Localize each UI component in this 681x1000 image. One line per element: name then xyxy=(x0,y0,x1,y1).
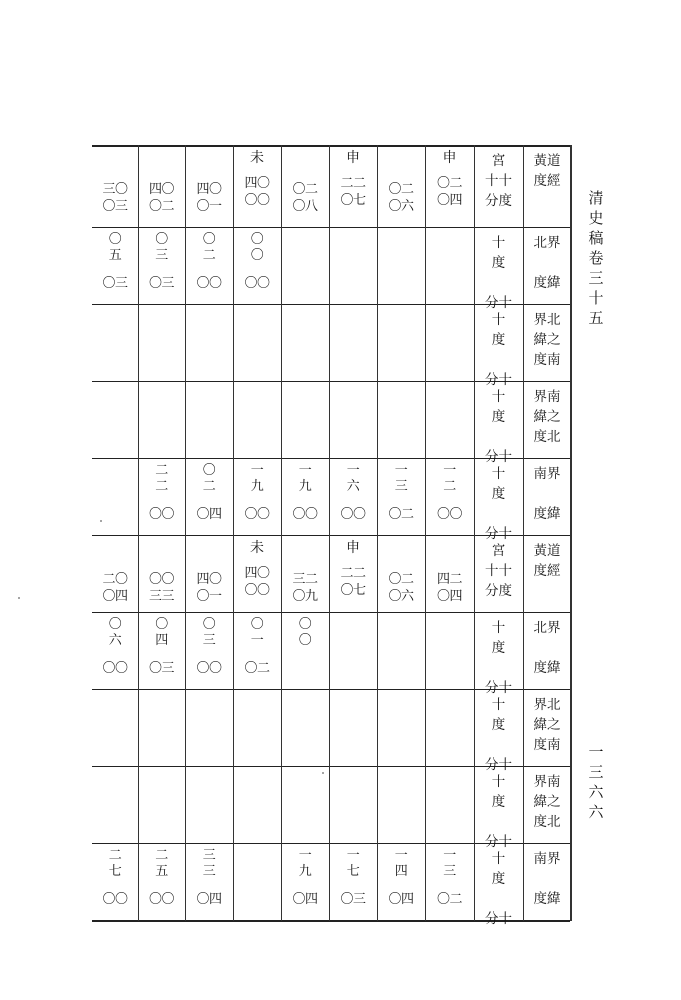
unit-cell xyxy=(474,689,523,773)
volume-title: 清史稿卷三十五 xyxy=(588,189,604,327)
unit-text: 十 度 分十 xyxy=(485,851,512,927)
cell-value: 二二 xyxy=(340,176,366,191)
cell-value: 〇七 xyxy=(340,193,366,208)
cell-value: 二二 xyxy=(340,566,366,581)
cell-value: 〇〇 xyxy=(292,507,318,522)
unit-text: 十 度 分十 xyxy=(485,697,512,773)
cell-value: 七 xyxy=(108,864,122,879)
cell-value: 四〇 xyxy=(244,176,270,191)
cell-value: 〇四 xyxy=(388,892,414,907)
row-label xyxy=(523,689,570,766)
unit-cell xyxy=(474,227,523,311)
cell-value: 二 xyxy=(202,248,216,263)
table-cell xyxy=(233,766,281,843)
cell-value: 〇二 xyxy=(148,199,174,214)
table-cell xyxy=(138,689,185,766)
table-cell xyxy=(377,766,425,843)
cell-value: 〇二 xyxy=(388,182,414,197)
cell-value: 四二 xyxy=(436,572,462,587)
cell-value: 四〇 xyxy=(148,182,174,197)
cell-value: 三 xyxy=(202,633,216,648)
cell-value: 〇四 xyxy=(292,892,318,907)
row-label-text: 北界 度緯 xyxy=(533,235,561,291)
table-cell xyxy=(233,304,281,381)
cell-value: 〇 xyxy=(202,232,216,247)
unit-text: 宮 十十 分度 xyxy=(485,153,512,209)
cell-value: 三三 xyxy=(148,589,174,604)
table-cell xyxy=(185,689,233,766)
row-label-text: 界北 緯之 度南 xyxy=(533,312,561,368)
table-cell xyxy=(329,381,377,458)
table-cell xyxy=(185,381,233,458)
cell-value: 〇九 xyxy=(292,589,318,604)
unit-text: 十 度 分十 xyxy=(485,620,512,696)
cell-value: 〇 xyxy=(155,617,168,632)
cell-value: 〇 xyxy=(250,232,264,247)
cell-value: 〇四 xyxy=(436,193,462,208)
cell-value: 九 xyxy=(250,479,264,494)
cell-value: 七 xyxy=(346,864,360,879)
unit-cell xyxy=(474,535,523,612)
table-cell xyxy=(92,535,138,612)
row-label-text: 黃道 度經 xyxy=(533,153,561,189)
table-cell xyxy=(281,145,329,227)
row-label xyxy=(523,843,570,920)
table-cell xyxy=(233,535,281,612)
table-cell xyxy=(185,766,233,843)
cell-value: 〇七 xyxy=(340,583,366,598)
cell-value: 一 xyxy=(346,463,360,478)
cell-value: 三 xyxy=(155,248,168,263)
unit-text: 十 度 分十 xyxy=(485,312,512,388)
cell-value: 〇二 xyxy=(292,182,318,197)
unit-cell xyxy=(474,145,523,227)
cell-value: 〇〇 xyxy=(148,507,174,522)
cell-value: 三〇 xyxy=(102,182,128,197)
unit-text: 宮 十十 分度 xyxy=(485,543,512,599)
cell-value: 三 xyxy=(443,864,456,879)
table-cell xyxy=(138,304,185,381)
cell-heading: 申 xyxy=(346,150,360,166)
unit-text: 十 度 分十 xyxy=(485,774,512,850)
table-cell xyxy=(377,145,425,227)
cell-value: 〇 xyxy=(250,617,264,632)
table-cell xyxy=(92,145,138,227)
table-cell xyxy=(92,689,138,766)
table-cell xyxy=(377,381,425,458)
cell-value: 四〇 xyxy=(196,182,222,197)
table-cell xyxy=(425,304,474,381)
table-cell xyxy=(281,381,329,458)
unit-cell xyxy=(474,766,523,850)
cell-value: 〇六 xyxy=(388,589,414,604)
column-rule-right xyxy=(570,145,572,921)
cell-value: 六 xyxy=(108,633,122,648)
cell-value: 三 xyxy=(202,848,216,863)
row-label-text: 南界 度緯 xyxy=(533,466,561,522)
table-cell xyxy=(92,227,138,304)
unit-cell xyxy=(474,612,523,696)
cell-value: 〇〇 xyxy=(340,507,366,522)
table-cell xyxy=(425,535,474,612)
cell-value: 〇三 xyxy=(102,199,128,214)
cell-value: 一 xyxy=(298,463,312,478)
row-label-text: 南界 度緯 xyxy=(533,851,561,907)
cell-value: 〇四 xyxy=(102,589,128,604)
cell-value: 〇 xyxy=(298,633,312,648)
cell-value: 〇三 xyxy=(148,276,174,291)
table-cell xyxy=(281,458,329,535)
table-cell xyxy=(138,843,185,920)
cell-value: 九 xyxy=(298,479,312,494)
cell-value: 三二 xyxy=(292,572,318,587)
cell-value: 〇二 xyxy=(436,892,462,907)
unit-text: 十 度 分十 xyxy=(485,235,512,311)
row-label xyxy=(523,612,570,689)
table-cell xyxy=(281,766,329,843)
cell-value: 一 xyxy=(394,463,408,478)
table-cell xyxy=(377,535,425,612)
row-label-text: 界南 緯之 度北 xyxy=(533,389,561,445)
table-cell xyxy=(233,381,281,458)
row-label xyxy=(523,766,570,843)
cell-value: 〇三 xyxy=(102,276,128,291)
table-cell xyxy=(329,612,377,689)
cell-value: 一 xyxy=(443,848,456,863)
cell-value: 〇 xyxy=(250,248,264,263)
table-cell xyxy=(281,227,329,304)
cell-value: 〇二 xyxy=(388,507,414,522)
cell-value: 〇四 xyxy=(436,589,462,604)
cell-value: 〇二 xyxy=(388,572,414,587)
cell-value: 〇二 xyxy=(244,661,270,676)
row-label xyxy=(523,227,570,304)
cell-value: 二 xyxy=(443,479,456,494)
cell-value: 〇〇 xyxy=(148,892,174,907)
table-cell xyxy=(377,689,425,766)
cell-value: 三 xyxy=(394,479,408,494)
table-cell xyxy=(329,766,377,843)
table-cell xyxy=(377,227,425,304)
table-cell xyxy=(425,689,474,766)
table-cell xyxy=(425,766,474,843)
cell-heading: 申 xyxy=(346,540,360,556)
table-cell xyxy=(377,612,425,689)
cell-value: 二 xyxy=(155,848,168,863)
table-cell xyxy=(233,458,281,535)
cell-value: 二 xyxy=(202,479,216,494)
table-cell xyxy=(185,304,233,381)
row-label xyxy=(523,535,570,612)
row-label xyxy=(523,304,570,381)
cell-value: 一 xyxy=(394,848,408,863)
table-cell xyxy=(138,612,185,689)
table-cell xyxy=(92,612,138,689)
cell-value: 六 xyxy=(346,479,360,494)
row-label-text: 黃道 度經 xyxy=(533,543,561,579)
row-label-text: 界南 緯之 度北 xyxy=(533,774,561,830)
unit-cell xyxy=(474,843,523,927)
table-cell xyxy=(92,381,138,458)
cell-value: 二 xyxy=(155,463,168,478)
table-cell xyxy=(138,458,185,535)
table-cell xyxy=(329,145,377,227)
table-cell xyxy=(329,689,377,766)
table-cell xyxy=(425,612,474,689)
row-label xyxy=(523,145,570,227)
table-cell xyxy=(425,381,474,458)
cell-value: 〇〇 xyxy=(102,661,128,676)
row-label-text: 界北 緯之 度南 xyxy=(533,697,561,753)
cell-heading: 未 xyxy=(250,540,264,556)
table-cell xyxy=(329,535,377,612)
unit-text: 十 度 分十 xyxy=(485,466,512,542)
cell-value: 九 xyxy=(298,864,312,879)
cell-value: 〇八 xyxy=(292,199,318,214)
table-cell xyxy=(377,458,425,535)
cell-value: 二 xyxy=(155,479,168,494)
table-cell xyxy=(233,843,281,920)
table-cell xyxy=(329,304,377,381)
cell-value: 〇 xyxy=(298,617,312,632)
table-cell xyxy=(185,843,233,920)
cell-value: 〇 xyxy=(202,617,216,632)
cell-value: 〇三 xyxy=(148,661,174,676)
table-cell xyxy=(92,304,138,381)
table-cell xyxy=(233,145,281,227)
cell-value: 〇四 xyxy=(196,892,222,907)
cell-value: 〇〇 xyxy=(244,276,270,291)
cell-value: 〇〇 xyxy=(244,507,270,522)
table-cell xyxy=(185,458,233,535)
table-cell xyxy=(138,381,185,458)
row-label xyxy=(523,381,570,458)
table-cell xyxy=(92,458,138,535)
table-cell xyxy=(138,535,185,612)
cell-value: 〇 xyxy=(108,232,122,247)
cell-value: 一 xyxy=(346,848,360,863)
table-cell xyxy=(425,145,474,227)
table-cell xyxy=(138,227,185,304)
print-speck xyxy=(322,772,324,774)
table-cell xyxy=(329,227,377,304)
cell-value: 〇〇 xyxy=(196,276,222,291)
print-speck xyxy=(100,520,102,522)
cell-value: 〇三 xyxy=(340,892,366,907)
cell-value: 〇 xyxy=(108,617,122,632)
table-cell xyxy=(377,843,425,920)
table-cell xyxy=(281,689,329,766)
cell-value: 〇二 xyxy=(436,176,462,191)
print-speck xyxy=(18,597,20,599)
table-cell xyxy=(281,612,329,689)
cell-value: 二 xyxy=(108,848,122,863)
cell-value: 四 xyxy=(394,864,408,879)
cell-value: 〇一 xyxy=(196,589,222,604)
unit-cell xyxy=(474,458,523,542)
table-cell xyxy=(233,689,281,766)
table-cell xyxy=(185,535,233,612)
cell-value: 三 xyxy=(202,864,216,879)
table-cell xyxy=(92,843,138,920)
table-cell xyxy=(138,766,185,843)
row-label xyxy=(523,458,570,535)
cell-value: 〇六 xyxy=(388,199,414,214)
cell-value: 〇 xyxy=(155,232,168,247)
cell-value: 〇〇 xyxy=(148,572,174,587)
table-cell xyxy=(281,535,329,612)
table-cell xyxy=(233,227,281,304)
table-cell xyxy=(185,145,233,227)
cell-value: 四 xyxy=(155,633,168,648)
cell-value: 一 xyxy=(443,463,456,478)
unit-cell xyxy=(474,381,523,465)
cell-value: 五 xyxy=(108,248,122,263)
page-number: 一三六六 xyxy=(588,743,604,821)
cell-value: 〇〇 xyxy=(436,507,462,522)
unit-text: 十 度 分十 xyxy=(485,389,512,465)
cell-value: 五 xyxy=(155,864,168,879)
cell-value: 〇〇 xyxy=(196,661,222,676)
cell-value: 二〇 xyxy=(102,572,128,587)
table-cell xyxy=(425,843,474,920)
cell-heading: 未 xyxy=(250,150,264,166)
cell-value: 〇 xyxy=(202,463,216,478)
cell-value: 四〇 xyxy=(244,566,270,581)
cell-value: 〇一 xyxy=(196,199,222,214)
table-cell xyxy=(425,227,474,304)
cell-value: 〇〇 xyxy=(244,583,270,598)
table-cell xyxy=(329,843,377,920)
table-cell xyxy=(92,766,138,843)
table-cell xyxy=(138,145,185,227)
table-cell xyxy=(425,458,474,535)
cell-value: 〇〇 xyxy=(244,193,270,208)
table-cell xyxy=(281,843,329,920)
cell-value: 一 xyxy=(250,463,264,478)
table-cell xyxy=(233,612,281,689)
row-label-text: 北界 度緯 xyxy=(533,620,561,676)
cell-value: 四〇 xyxy=(196,572,222,587)
unit-cell xyxy=(474,304,523,388)
table-cell xyxy=(329,458,377,535)
table-cell xyxy=(377,304,425,381)
cell-value: 〇〇 xyxy=(102,892,128,907)
cell-value: 〇四 xyxy=(196,507,222,522)
cell-value: 一 xyxy=(250,633,264,648)
table-cell xyxy=(185,227,233,304)
cell-heading: 申 xyxy=(442,150,457,166)
cell-value: 一 xyxy=(298,848,312,863)
table-cell xyxy=(185,612,233,689)
table-cell xyxy=(281,304,329,381)
